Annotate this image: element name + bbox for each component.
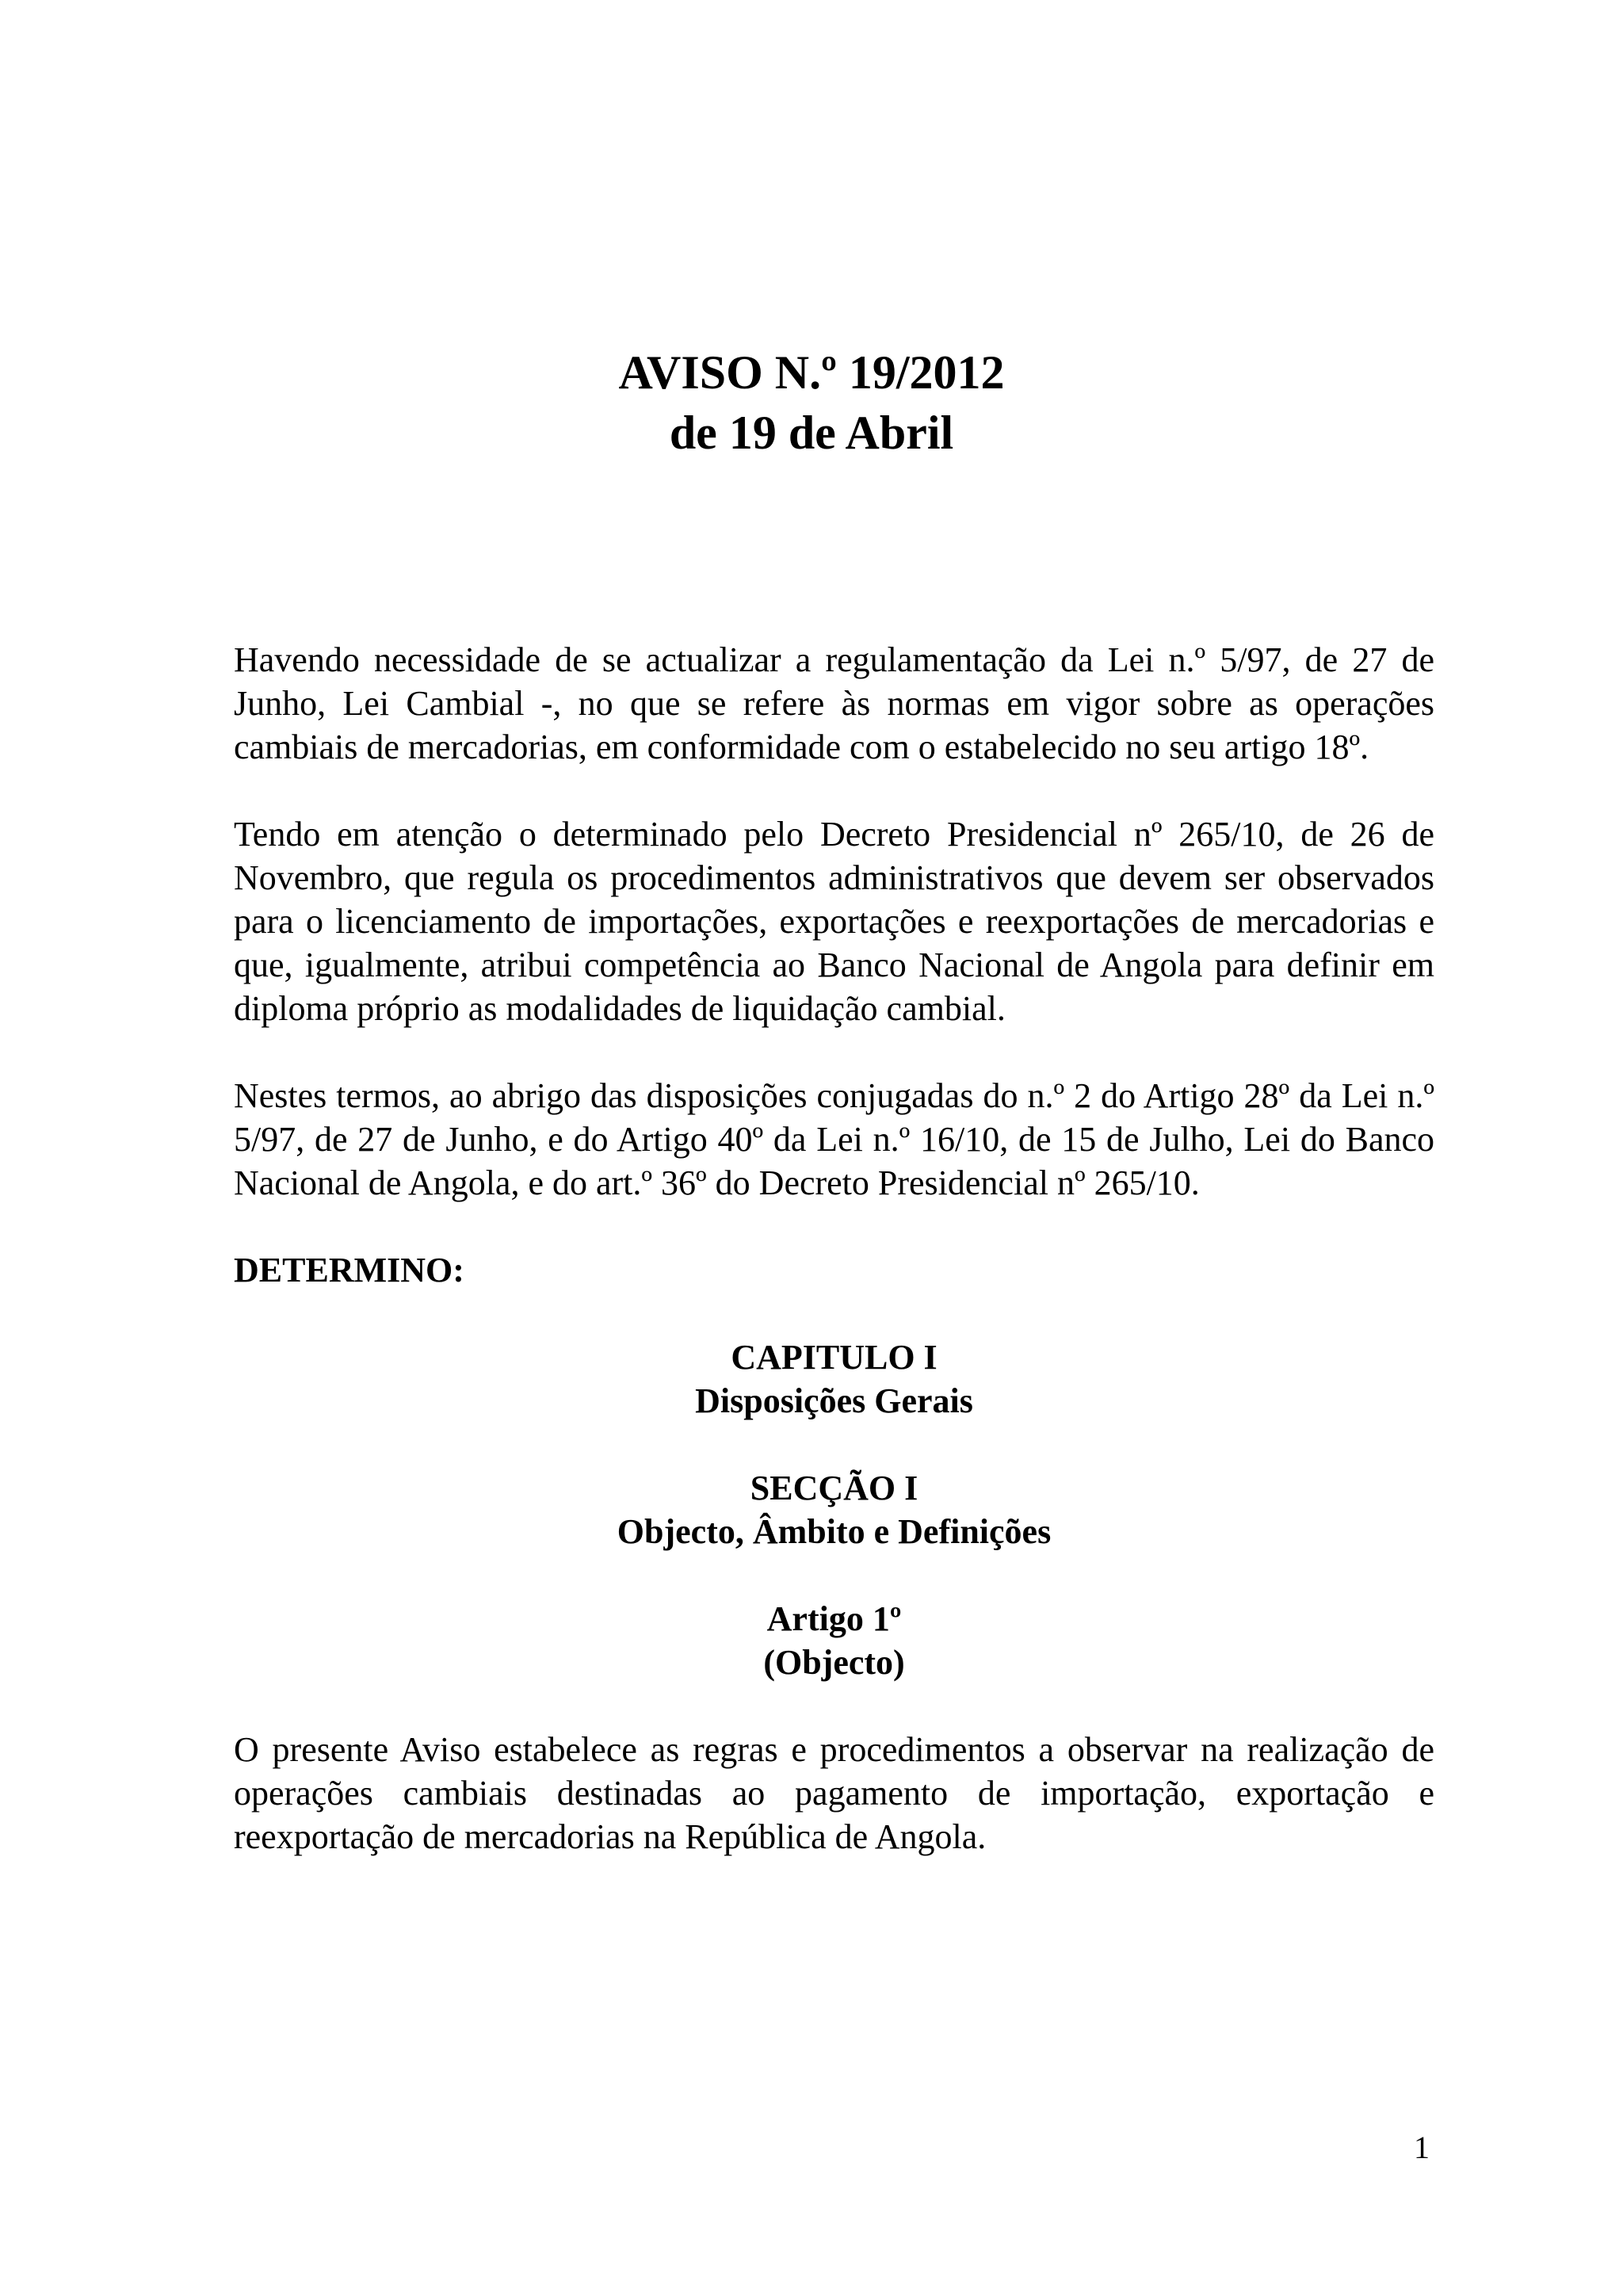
section-name: Objecto, Âmbito e Definições xyxy=(617,1512,1052,1551)
preamble-paragraph-3: Nestes termos, ao abrigo das disposições conjugadas do n.º 2 do Artigo 28º da Lei n.º 5/97, de 27 de Junho, e do Artigo 40º da Lei n.º 16/10, de 15 de Julho, Lei do Banco Nacional de Angola, e do art.º 36º do Decreto Presidencial nº 265/10. xyxy=(234,1076,1434,1202)
determino-heading: DETERMINO: xyxy=(234,1251,464,1289)
article-label: Artigo 1º xyxy=(766,1599,902,1638)
title-aviso-number: AVISO N.º 19/2012 xyxy=(618,346,1005,399)
title-date: de 19 de Abril xyxy=(669,407,954,459)
preamble-paragraph-2: Tendo em atenção o determinado pelo Decreto Presidencial nº 265/10, de 26 de Novembro, que regula os procedimentos administrativos que devem ser observados para o licenciamento de importações, exportações e reexportações de mercadorias e que, igualmente, atribui competência ao Banco Nacional de Angola para definir em diploma próprio as modalidades de liquidação cambial. xyxy=(234,815,1434,1028)
document-title xyxy=(0,342,1623,463)
article-1-text: O presente Aviso estabelece as regras e procedimentos a observar na realização de operações cambiais destinadas ao pagamento de importação, exportação e reexportação de mercadorias na República de Angola. xyxy=(234,1730,1434,1856)
section-heading xyxy=(234,1466,1434,1553)
chapter-name: Disposições Gerais xyxy=(695,1381,973,1420)
preamble-paragraph-1: Havendo necessidade de se actualizar a regulamentação da Lei n.º 5/97, de 27 de Junho, Lei Cambial -, no que se refere às normas em vigor sobre as operações cambiais de mercadorias, em conformidade com o estabelecido no seu artigo 18º. xyxy=(234,640,1434,766)
section-label: SECÇÃO I xyxy=(750,1469,918,1507)
chapter-heading xyxy=(234,1335,1434,1423)
article-name: (Objecto) xyxy=(763,1643,905,1682)
page-number: 1 xyxy=(1414,2130,1430,2165)
document-body xyxy=(234,638,1434,1902)
article-heading xyxy=(234,1597,1434,1684)
chapter-label: CAPITULO I xyxy=(731,1338,938,1377)
